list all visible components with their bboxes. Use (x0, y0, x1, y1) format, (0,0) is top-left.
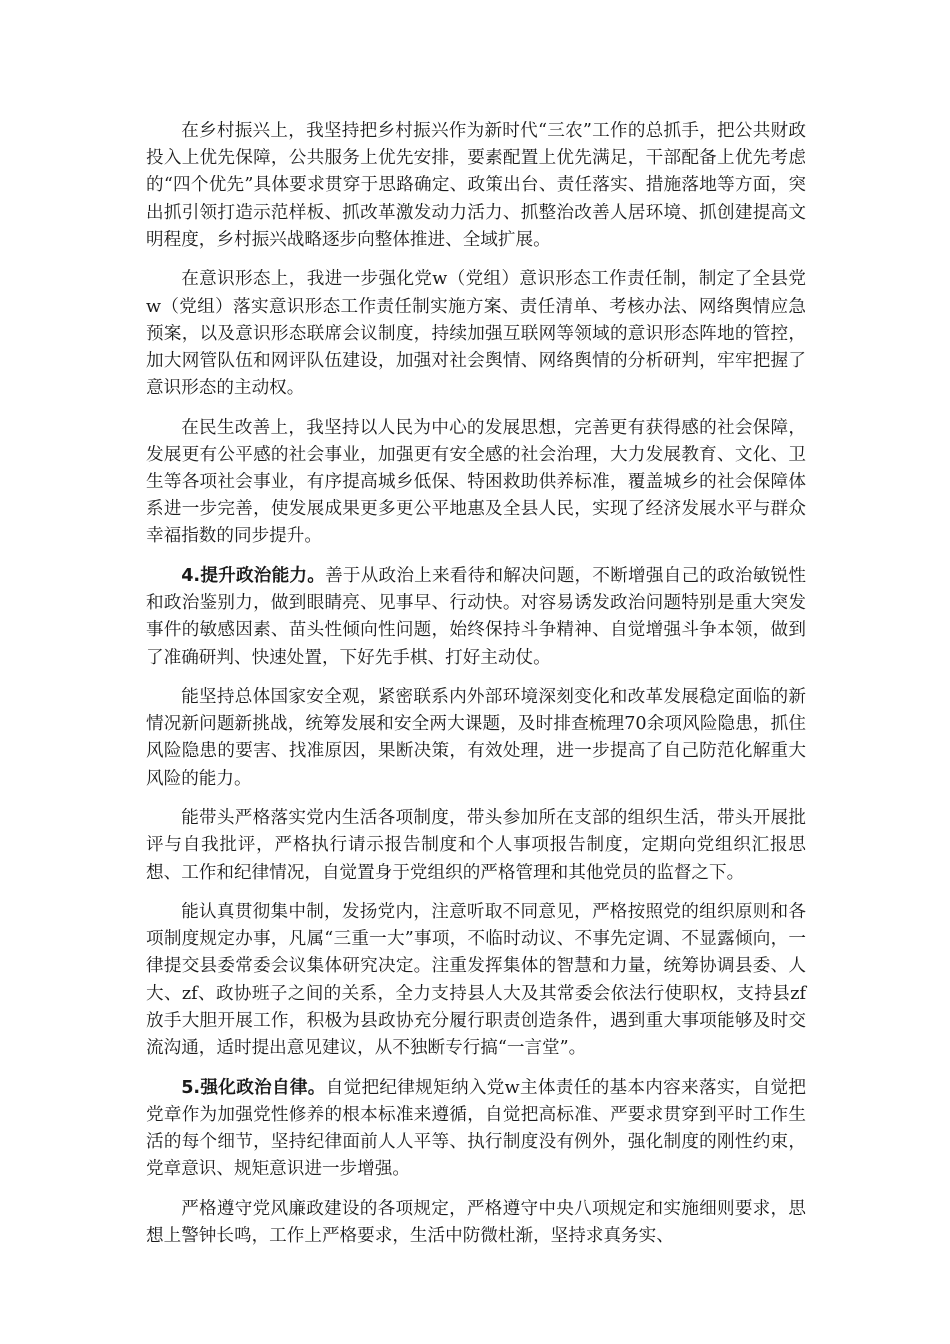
paragraph-political-ability (146, 563, 806, 672)
paragraph-livelihood (146, 415, 806, 551)
section-heading: 4.提升政治能力。 (181, 565, 326, 586)
document-body (146, 118, 806, 1262)
paragraph-rural-revitalization (146, 118, 806, 254)
paragraph-political-discipline (146, 1075, 806, 1184)
paragraph-text: 在乡村振兴上，我坚持把乡村振兴作为新时代“三农”工作的总抓手，把公共财政投入上优先保障，公共服务上优先安排，要素配置上优先满足，干部配备上优先考虑的“四个优先”具体要求贯穿于思路确定、政策出台、责任落实、措施落地等方面，突出抓引领打造示范样板、抓改革激发动力活力、抓整治改善人居环境、抓创建提高文明程度，乡村振兴战略逐步向整体推进、全域扩展。 (146, 121, 806, 250)
paragraph-ideology (146, 266, 806, 402)
paragraph-national-security (146, 684, 806, 793)
paragraph-text: 严格遵守党风廉政建设的各项规定，严格遵守中央八项规定和实施细则要求，思想上警钟长鸣，工作上严格要求，生活中防微杜渐，坚持求真务实、 (146, 1198, 806, 1246)
paragraph-integrity (146, 1196, 806, 1250)
paragraph-text: 能坚持总体国家安全观，紧密联系内外部环境深刻变化和改革发展稳定面临的新情况新问题新挑战，统筹发展和安全两大课题，及时排查梳理70余项风险隐患，抓住风险隐患的要害、找准原因，果断决策，有效处理，进一步提高了自己防范化解重大风险的能力。 (146, 687, 806, 789)
paragraph-text: 能认真贯彻集中制，发扬党内，注意听取不同意见，严格按照党的组织原则和各项制度规定办事，凡属“三重一大”事项，不临时动议、不事先定调、不显露倾向，一律提交县委常委会议集体研究决定。注重发挥集体的智慧和力量，统筹协调县委、人大、zf、政协班子之间的关系，全力支持县人大及其常委会依法行使职权，支持县zf放手大胆开展工作，积极为县政协充分履行职责创造条件，遇到重大事项能够及时交流沟通，适时提出意见建议，从不独断专行搞“一言堂”。 (146, 902, 806, 1059)
paragraph-centralism (146, 899, 806, 1062)
paragraph-text: 自觉把纪律规矩纳入党w主体责任的基本内容来落实，自觉把党章作为加强党性修养的根本标准来遵循，自觉把高标准、严要求贯穿到平时工作生活的每个细节，坚持纪律面前人人平等、执行制度没有例外，强化制度的刚性约束，党章意识、规矩意识进一步增强。 (146, 1077, 807, 1180)
paragraph-text: 善于从政治上来看待和解决问题，不断增强自己的政治敏锐性和政治鉴别力，做到眼睛亮、见事早、行动快。对容易诱发政治问题特别是重大突发事件的敏感因素、苗头性倾向性问题，始终保持斗争精神、自觉增强斗争本领，做到了准确研判、快速处置，下好先手棋、打好主动仗。 (146, 565, 806, 668)
paragraph-text: 能带头严格落实党内生活各项制度，带头参加所在支部的组织生活，带头开展批评与自我批评，严格执行请示报告制度和个人事项报告制度，定期向党组织汇报思想、工作和纪律情况，自觉置身于党组织的严格管理和其他党员的监督之下。 (146, 808, 806, 883)
paragraph-text: 在意识形态上，我进一步强化党w（党组）意识形态工作责任制，制定了全县党w（党组）落实意识形态工作责任制实施方案、责任清单、考核办法、网络舆情应急预案，以及意识形态联席会议制度，持续加强互联网等领域的意识形态阵地的管控，加大网管队伍和网评队伍建设，加强对社会舆情、网络舆情的分析研判，牢牢把握了意识形态的主动权。 (146, 269, 806, 399)
paragraph-text: 在民生改善上，我坚持以人民为中心的发展思想，完善更有获得感的社会保障，发展更有公平感的社会事业，加强更有安全感的社会治理，大力发展教育、文化、卫生等各项社会事业，有序提高城乡低保、特困救助供养标准，覆盖城乡的社会保障体系进一步完善，使发展成果更多更公平地惠及全县人民，实现了经济发展水平与群众幸福指数的同步提升。 (146, 417, 806, 547)
paragraph-party-life (146, 805, 806, 887)
section-heading: 5.强化政治自律。 (181, 1077, 326, 1098)
